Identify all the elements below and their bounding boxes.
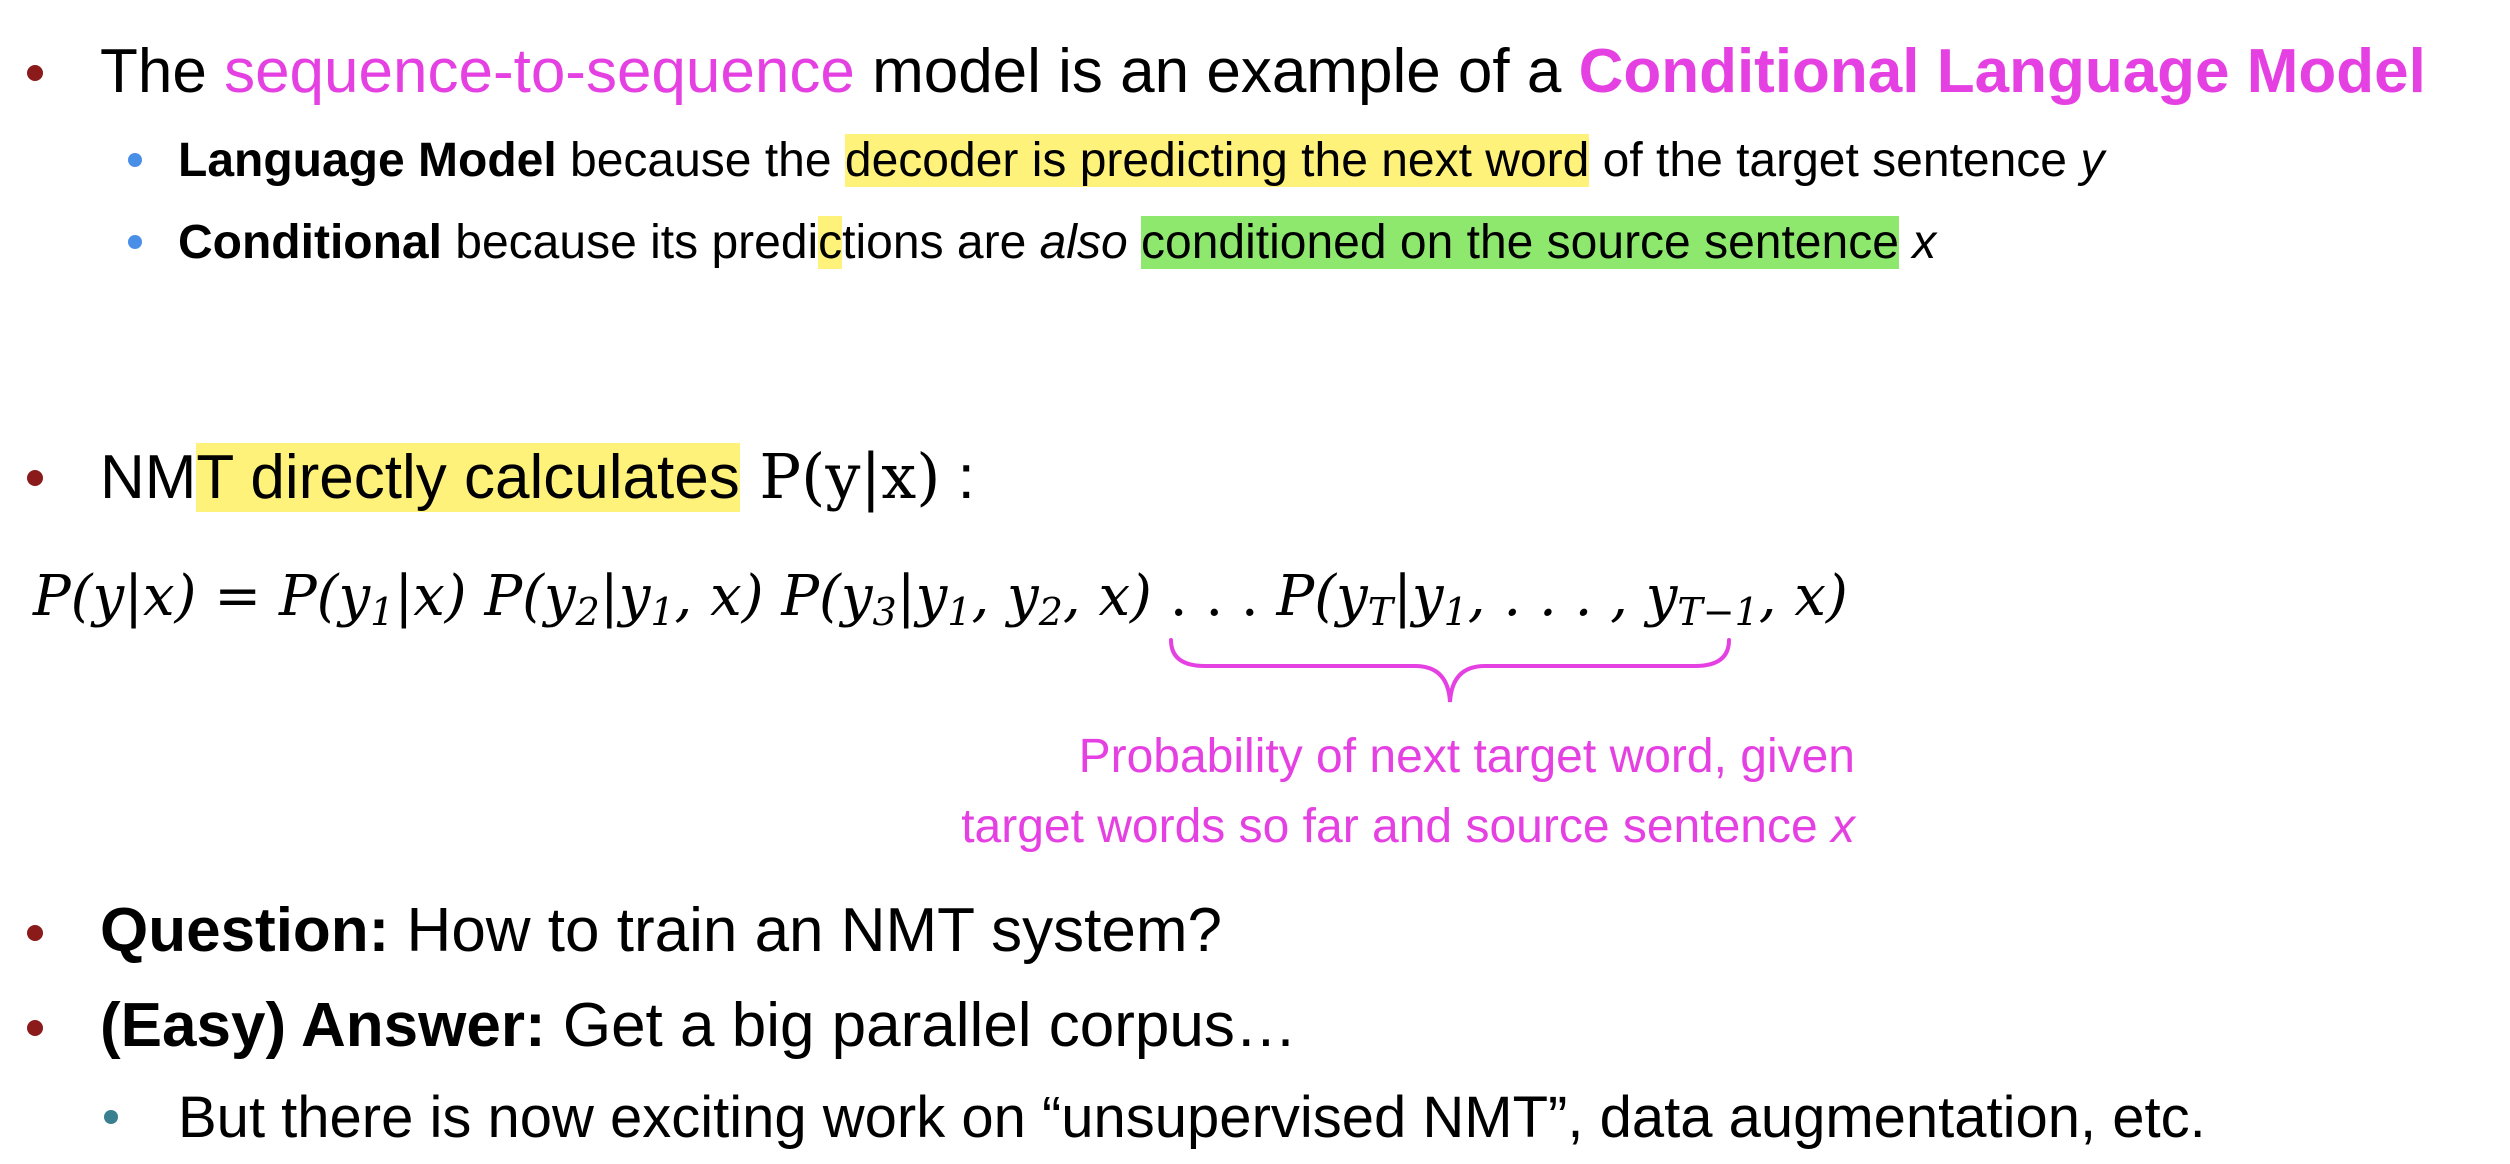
text: NM: [100, 443, 197, 512]
eq-lhs: P(y|x): [33, 564, 197, 629]
sub-bullet-marker: [128, 235, 142, 249]
eq-term: , x): [1758, 564, 1848, 629]
text: because its predi: [441, 216, 819, 269]
bullet-question: [100, 895, 1222, 966]
term-seq2seq: sequence-to-sequence: [224, 37, 855, 106]
text: model is an example of a: [854, 37, 1579, 106]
highlight-decoder: decoder is predicting the next word: [844, 134, 1590, 187]
eq-term: |x): [394, 564, 485, 629]
sub-bullet-marker: [104, 1110, 118, 1124]
math-pyx: P(y|x): [739, 440, 941, 513]
eq-term: P(y: [781, 564, 873, 629]
eq-sub: 1: [947, 590, 972, 634]
bullet-seq2seq: [100, 36, 2426, 107]
bullet-marker: [27, 1020, 43, 1036]
var-x: x: [1898, 216, 1937, 269]
sub-bullet-marker: [128, 153, 142, 167]
bullet-marker: [27, 65, 43, 81]
probability-equation: [33, 564, 1848, 634]
annotation-line2: [961, 792, 1855, 862]
eq-sub: 2: [575, 590, 600, 634]
eq-sub: 1: [1443, 590, 1468, 634]
eq-dots: . . .: [1169, 564, 1277, 629]
highlight-char: c: [818, 216, 843, 269]
highlight-conditioned: conditioned on the source sentence: [1141, 216, 1899, 269]
bold-term: Language Model: [178, 134, 557, 187]
eq-term: |y: [599, 564, 651, 629]
highlight-directly: T directly calculates: [196, 443, 740, 512]
text: :: [940, 443, 975, 512]
curly-brace-icon: [1165, 636, 1735, 708]
bold-term: Conditional: [178, 216, 442, 269]
eq-sub: 1: [370, 590, 395, 634]
text: The: [100, 37, 225, 106]
bold-term: (Easy) Answer:: [100, 991, 546, 1060]
term-conditional-lm: Conditional Language Model: [1578, 37, 2426, 106]
bullet-answer: [100, 990, 1297, 1061]
eq-term: P(y: [484, 564, 576, 629]
eq-term: P(y: [279, 564, 371, 629]
text: But there is now exciting work on “unsupervised NMT”, data augmentation, etc.: [178, 1085, 2206, 1150]
eq-equals: =: [196, 564, 279, 629]
italic-also: also: [1039, 216, 1128, 269]
sub-bullet-language-model: [178, 133, 2104, 188]
eq-term: |y: [896, 564, 948, 629]
eq-sub: T: [1367, 590, 1394, 634]
annotation-next-word: [961, 722, 1855, 862]
eq-sub: 3: [872, 590, 897, 634]
eq-sub: 1: [650, 590, 675, 634]
text: because the: [556, 134, 845, 187]
eq-term: , x): [674, 564, 782, 629]
eq-sub: T−1: [1677, 590, 1759, 634]
var-x: x: [1831, 800, 1855, 853]
eq-term: , x): [1062, 564, 1170, 629]
text: Get a big parallel corpus…: [545, 991, 1297, 1060]
annotation-line1: Probability of next target word, given: [1078, 730, 1855, 783]
var-y: y: [2080, 134, 2105, 187]
eq-term: , . . . , y: [1467, 564, 1678, 629]
bold-term: Question:: [100, 896, 390, 965]
bullet-marker: [27, 470, 43, 486]
text: tions are: [842, 216, 1040, 269]
sub-bullet-unsupervised: [178, 1084, 2206, 1151]
eq-term: , y: [971, 564, 1039, 629]
bullet-nmt-calculates: [100, 440, 975, 513]
text: of the target sentence: [1589, 134, 2081, 187]
text: How to train an NMT system?: [389, 896, 1222, 965]
text: target words so far and source sentence: [961, 800, 1831, 853]
sub-bullet-conditional: [178, 215, 1936, 270]
bullet-marker: [27, 925, 43, 941]
text: [1128, 216, 1141, 269]
eq-term: |y: [1393, 564, 1444, 629]
eq-term: P(y: [1276, 564, 1368, 629]
eq-sub: 2: [1038, 590, 1063, 634]
